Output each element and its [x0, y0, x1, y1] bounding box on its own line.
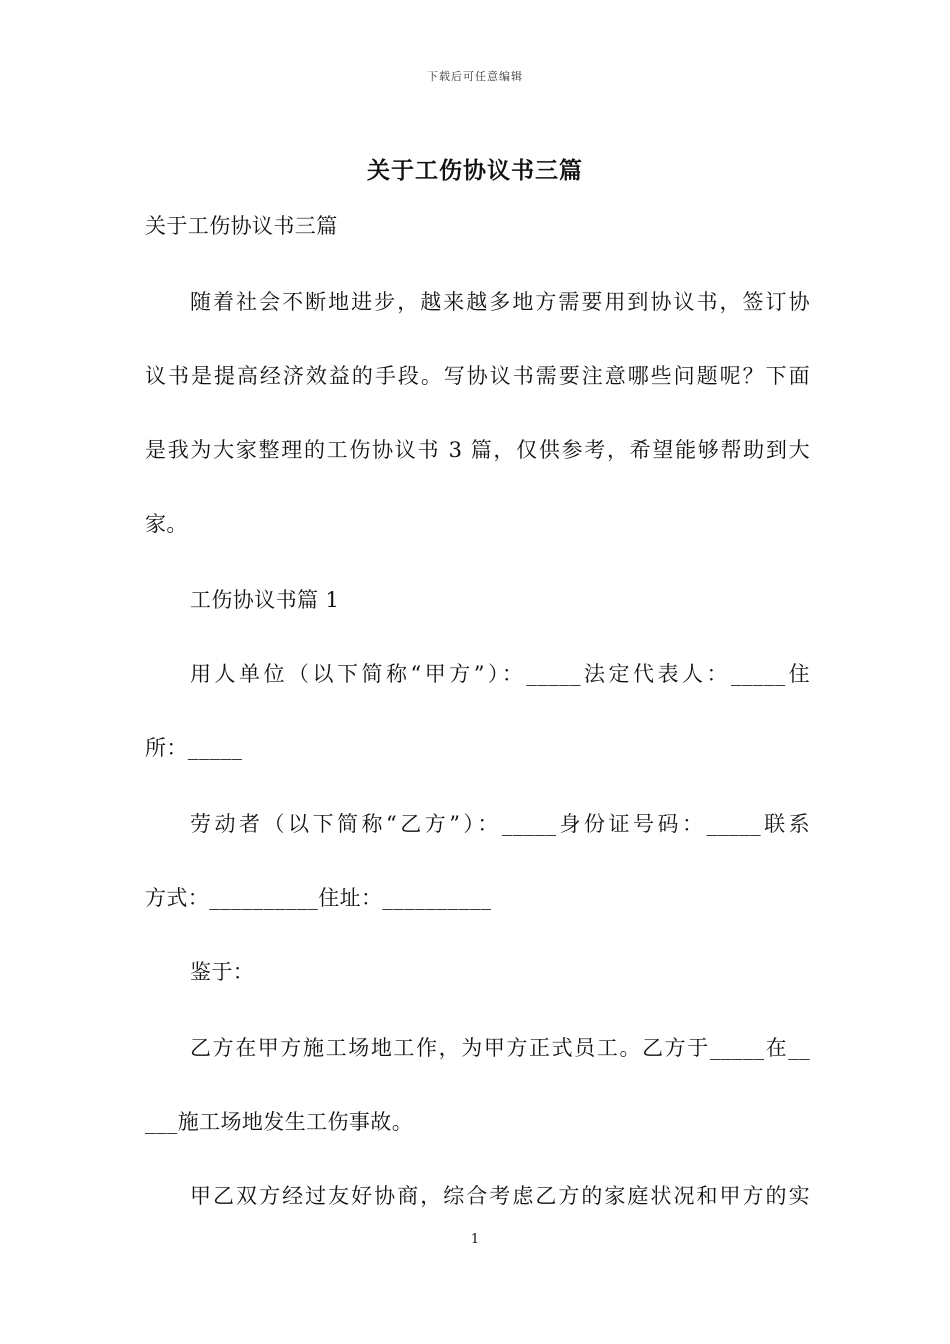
body-line: 所：_____	[145, 736, 243, 760]
body-line: 用人单位（以下简称“甲方”）：_____法定代表人：_____住	[190, 662, 810, 686]
body-line: 随着社会不断地进步，越来越多地方需要用到协议书，签订协	[190, 290, 810, 314]
document-title: 关于工伤协议书三篇	[367, 157, 583, 184]
body-line: 关于工伤协议书三篇	[145, 214, 338, 238]
header-note: 下载后可任意编辑	[427, 70, 523, 83]
body-line: 议书是提高经济效益的手段。写协议书需要注意哪些问题呢？下面	[145, 364, 810, 388]
body-line: 劳动者（以下简称“乙方”）：_____身份证号码：_____联系	[190, 812, 810, 836]
body-line: 家。	[145, 512, 188, 536]
page-number: 1	[470, 1232, 480, 1247]
body-line: 鉴于：	[190, 960, 255, 984]
body-line: 甲乙双方经过友好协商，综合考虑乙方的家庭状况和甲方的实	[190, 1184, 810, 1208]
body-line: 乙方在甲方施工场地工作，为甲方正式员工。乙方于_____在__	[190, 1036, 810, 1060]
body-line: ___施工场地发生工伤事故。	[145, 1110, 414, 1134]
body-line: 是我为大家整理的工伤协议书 3 篇，仅供参考，希望能够帮助到大	[145, 438, 810, 462]
body-line: 工伤协议书篇 1	[190, 588, 340, 612]
body-line: 方式：__________住址：__________	[145, 886, 492, 910]
